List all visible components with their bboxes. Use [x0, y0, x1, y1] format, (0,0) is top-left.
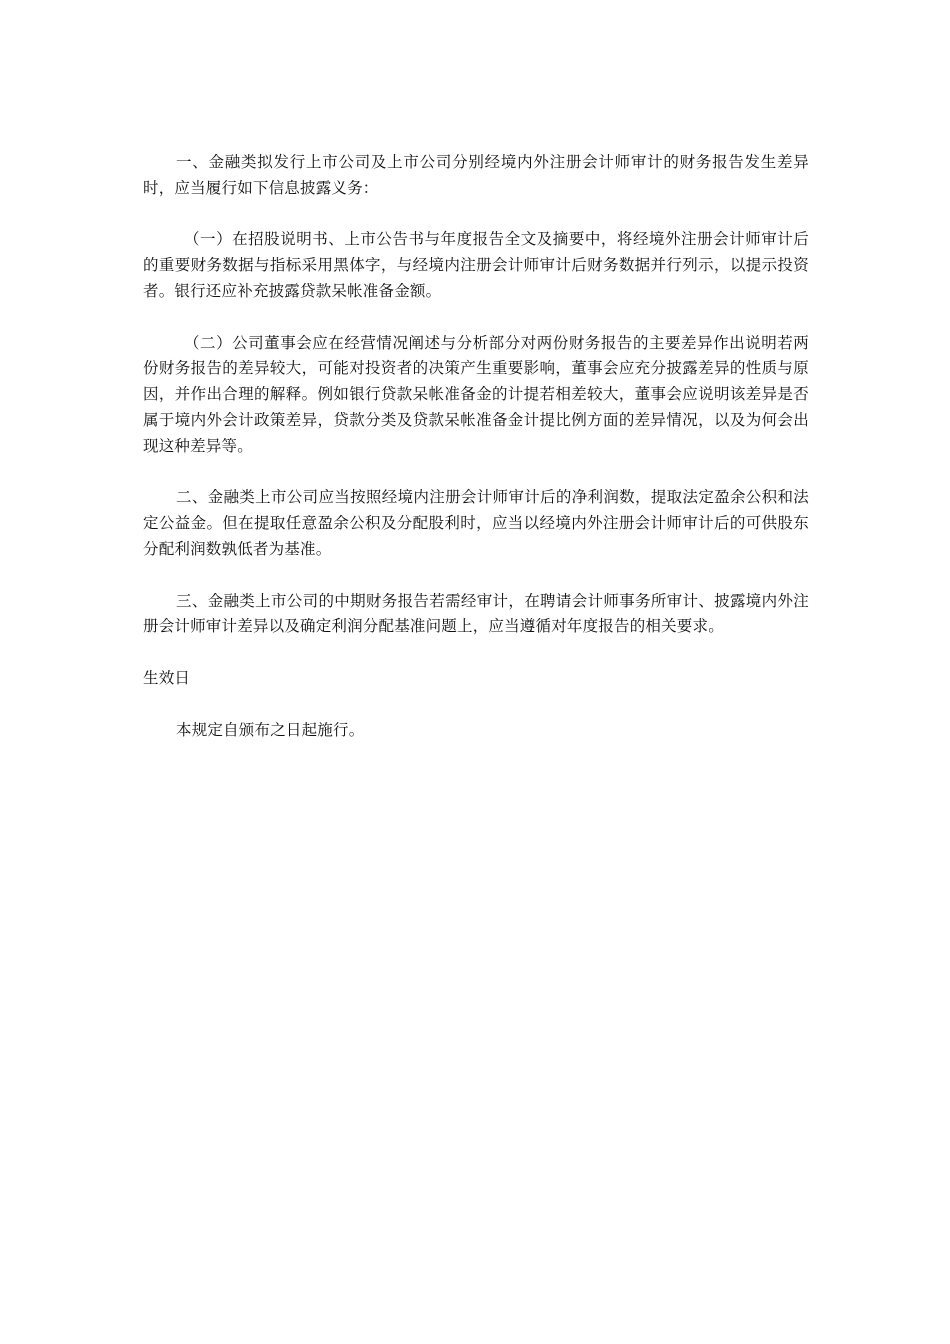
paragraph-gap: [143, 692, 809, 718]
paragraph-1: 一、金融类拟发行上市公司及上市公司分别经境内外注册会计师审计的财务报告发生差异时，应当履行如下信息披露义务：: [143, 153, 809, 197]
paragraph-4: 二、金融类上市公司应当按照经境内注册会计师审计后的净利润数，提取法定盈余公积和法定公益金。但在提取任意盈余公积及分配股利时，应当以经境内外注册会计师审计后的可供股东分配利润数孰低者为基准。: [143, 488, 809, 558]
paragraph-gap: [143, 640, 809, 666]
section-heading-effective-date: 生效日: [143, 668, 191, 687]
paragraph-gap: [143, 563, 809, 589]
paragraph-5: 三、金融类上市公司的中期财务报告若需经审计，在聘请会计师事务所审计、披露境内外注册会计师审计差异以及确定利润分配基准问题上，应当遵循对年度报告的相关要求。: [143, 591, 809, 636]
paragraph-6: 本规定自颁布之日起施行。: [176, 720, 365, 739]
paragraph-gap: [143, 305, 809, 331]
paragraph-3: （二）公司董事会应在经营情况阐述与分析部分对两份财务报告的主要差异作出说明若两份财务报告的差异较大，可能对投资者的决策产生重要影响，董事会应充分披露差异的性质与原因，并作出合理的解释。例如银行贷款呆帐准备金的计提若相差较大，董事会应说明该差异是否属于境内外会计政策差异，贷款分类及贷款呆帐准备金计提比例方面的差异情况，以及为何会出现这种差异等。: [143, 333, 809, 455]
paragraph-2: （一）在招股说明书、上市公告书与年度报告全文及摘要中，将经境外注册会计师审计后的重要财务数据与指标采用黑体字，与经境内注册会计师审计后财务数据并行列示，以提示投资者。银行还应补充披露贷款呆帐准备金额。: [143, 230, 809, 300]
paragraph-gap: [143, 202, 809, 228]
document-body: [143, 150, 809, 743]
paragraph-gap: [143, 460, 809, 486]
